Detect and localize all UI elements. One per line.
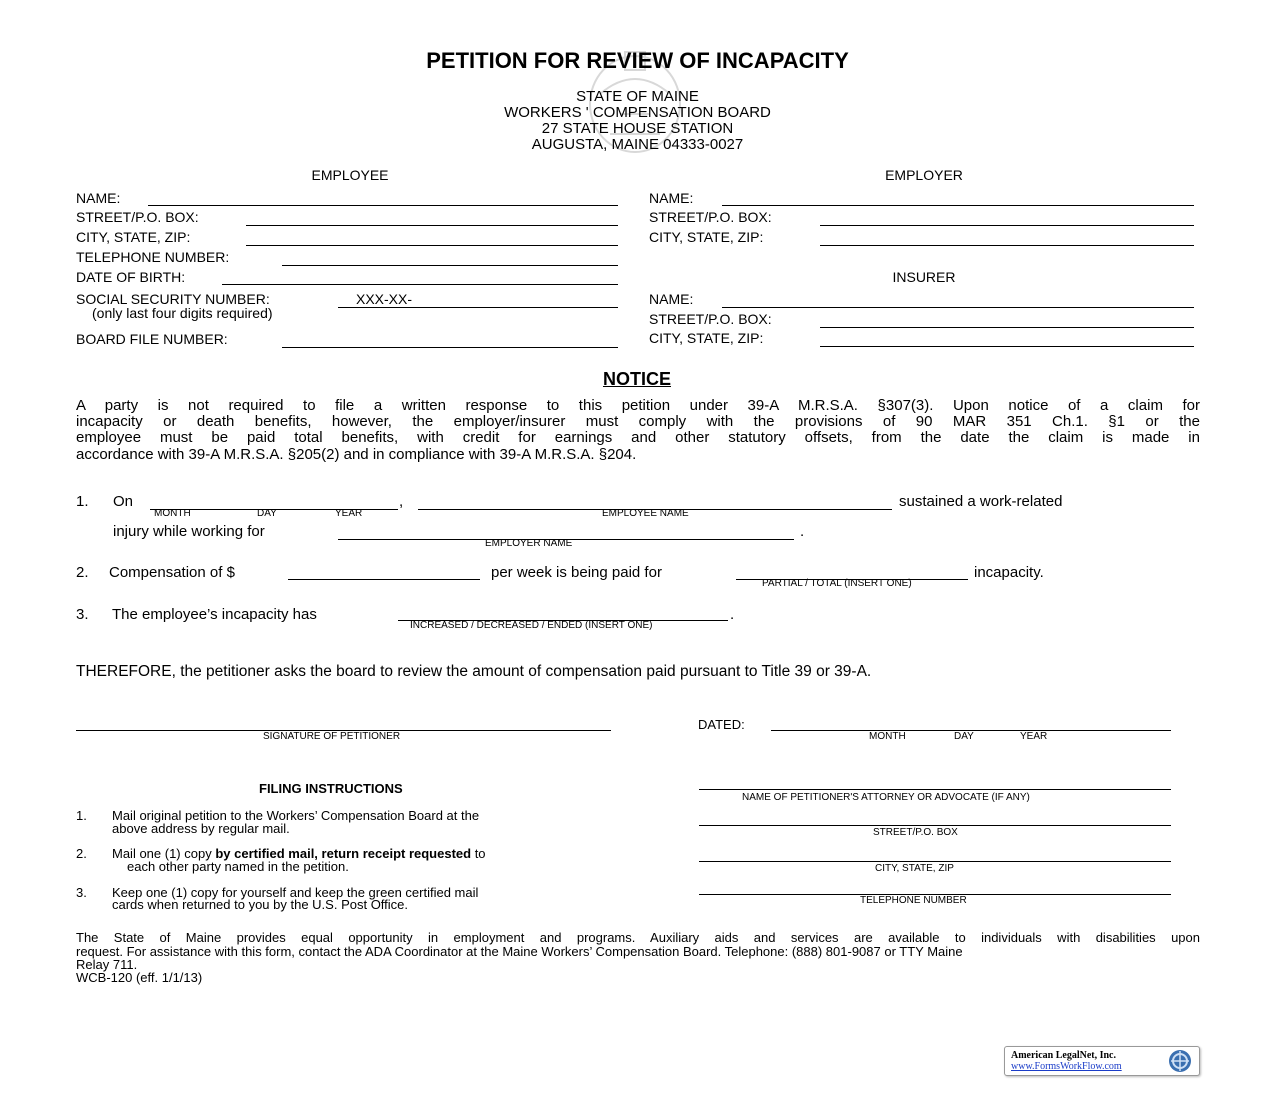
notice-heading: NOTICE (602, 369, 671, 389)
employer-city-field[interactable] (820, 245, 1194, 246)
insurer-name-label: NAME: (649, 291, 694, 307)
employee-heading: EMPLOYEE (311, 167, 389, 183)
filing-item-1-line-1: Mail original petition to the Workers’ Compensation Board at the (112, 808, 480, 823)
filing-item-3-line-1: Keep one (1) copy for yourself and keep the green certified mail (112, 885, 479, 900)
dated-label: DATED: (698, 717, 745, 732)
legalnet-url[interactable]: www.FormsWorkFlow.com (1011, 1061, 1122, 1072)
footer-line-3: Relay 711. (76, 957, 138, 972)
item3-text: The employee’s incapacity has (112, 606, 317, 623)
employee-board-file-label: BOARD FILE NUMBER: (76, 331, 228, 347)
item1-period: . (800, 523, 805, 540)
attorney-name-caption: NAME OF PETITIONER'S ATTORNEY OR ADVOCATE (IF ANY) (742, 792, 1030, 803)
filing-item-1-line-2: above address by regular mail. (112, 821, 290, 836)
filing-item-2-text-c: to (471, 846, 486, 861)
insurer-city-label: CITY, STATE, ZIP: (649, 330, 764, 346)
employer-city-label: CITY, STATE, ZIP: (649, 229, 764, 245)
insurer-street-field[interactable] (820, 327, 1194, 328)
filing-item-3-line-2: cards when returned to you by the U.S. Post Office. (112, 897, 409, 912)
legalnet-company: American LegalNet, Inc. (1011, 1050, 1116, 1061)
notice-line-1: A party is not required to file a written response to this petition under 39-A M.R.S.A. §307(3). Upon notice of a claim for (76, 398, 1200, 414)
date-day-caption: DAY (257, 508, 277, 519)
employee-dob-label: DATE OF BIRTH: (76, 269, 186, 285)
attorney-street-caption: STREET/P.O. BOX (873, 827, 958, 838)
notice-line-4: accordance with 39-A M.R.S.A. §205(2) and in compliance with 39-A M.R.S.A. §204. (76, 446, 637, 463)
employee-street-field[interactable] (246, 225, 618, 226)
item1-on: On (113, 493, 134, 510)
employee-dob-field[interactable] (222, 284, 618, 285)
attorney-phone-caption: TELEPHONE NUMBER (860, 895, 967, 906)
attorney-street-field[interactable] (699, 825, 1171, 826)
insurer-city-field[interactable] (820, 346, 1194, 347)
notice-line-2: incapacity or death benefits, however, the employer/insurer must comply with the provisions of 90 MAR 351 Ch.1. §1 or the (76, 414, 1200, 430)
notice-line-3: employee must be paid total benefits, with credit for earnings and other statutory offsets, from the date the claim is made in (76, 430, 1200, 446)
employer-street-label: STREET/P.O. BOX: (649, 209, 772, 225)
weekly-compensation-field[interactable] (288, 579, 480, 580)
item2-per-week: per week is being paid for (491, 564, 662, 581)
date-month-caption: MONTH (154, 508, 191, 519)
employer-name-label: NAME: (649, 190, 694, 206)
insurer-street-label: STREET/P.O. BOX: (649, 311, 772, 327)
employee-ssn-label: SOCIAL SECURITY NUMBER: (76, 291, 270, 307)
employee-name-caption: EMPLOYEE NAME (602, 508, 689, 519)
globe-icon (1165, 1048, 1195, 1074)
item3-period: . (730, 606, 735, 623)
employer-heading: EMPLOYER (885, 167, 963, 183)
employee-name-field[interactable] (148, 205, 618, 206)
employer-street-field[interactable] (820, 225, 1194, 226)
item2-number: 2. (76, 564, 89, 581)
item3-number: 3. (76, 606, 89, 623)
insurer-name-field[interactable] (722, 307, 1194, 308)
filing-item-2-text-bold: by certified mail, return receipt requested (215, 846, 472, 861)
dated-day-caption: DAY (954, 731, 974, 742)
address-line-1: STATE OF MAINE (576, 88, 699, 105)
therefore-statement: THEREFORE, the petitioner asks the board to review the amount of compensation paid pursuant to Title 39 or 39-A. (76, 663, 872, 680)
partial-total-caption: PARTIAL / TOTAL (INSERT ONE) (762, 578, 912, 589)
dated-year-caption: YEAR (1020, 731, 1048, 742)
filing-item-3-number: 3. (76, 885, 87, 900)
employee-board-file-field[interactable] (282, 347, 618, 348)
incapacity-change-caption: INCREASED / DECREASED / ENDED (INSERT ONE) (410, 620, 653, 631)
filing-item-1-number: 1. (76, 808, 87, 823)
attorney-name-field[interactable] (699, 789, 1171, 790)
filing-item-2-line-2: each other party named in the petition. (127, 859, 349, 874)
filing-item-2-text-a: Mail one (1) copy (112, 846, 216, 861)
address-line-4: AUGUSTA, MAINE 04333-0027 (531, 136, 744, 153)
employee-city-label: CITY, STATE, ZIP: (76, 229, 191, 245)
employee-ssn-field[interactable] (338, 307, 618, 308)
employee-street-label: STREET/P.O. BOX: (76, 209, 199, 225)
footer-line-1: The State of Maine provides equal opportunity in employment and programs. Auxiliary aids and services are available to individuals with disabilities upon (76, 931, 1200, 945)
attorney-city-field[interactable] (699, 861, 1171, 862)
insurer-heading: INSURER (892, 269, 956, 285)
item1-comma: , (399, 493, 404, 510)
form-id: WCB-120 (eff. 1/1/13) (76, 970, 203, 985)
attorney-city-caption: CITY, STATE, ZIP (875, 863, 954, 874)
legalnet-badge[interactable] (1004, 1046, 1200, 1076)
filing-item-2-number: 2. (76, 846, 87, 861)
item2-incapacity: incapacity. (974, 564, 1044, 581)
employee-name-label: NAME: (76, 190, 121, 206)
employer-name-caption: EMPLOYER NAME (485, 538, 573, 549)
employee-phone-field[interactable] (282, 265, 618, 266)
employee-phone-label: TELEPHONE NUMBER: (76, 249, 230, 265)
item1-number: 1. (76, 493, 89, 510)
form-title: PETITION FOR REVIEW OF INCAPACITY (426, 48, 849, 73)
signature-caption: SIGNATURE OF PETITIONER (263, 731, 401, 742)
employee-ssn-value: XXX-XX- (356, 291, 413, 307)
item1-sustained: sustained a work-related (899, 493, 1063, 510)
employer-name-field[interactable] (722, 205, 1194, 206)
address-line-2: WORKERS ' COMPENSATION BOARD (504, 104, 771, 121)
employee-city-field[interactable] (246, 245, 618, 246)
item1-injury-text: injury while working for (113, 523, 265, 540)
item2-compensation: Compensation of $ (109, 564, 235, 581)
dated-month-caption: MONTH (869, 731, 906, 742)
address-line-3: 27 STATE HOUSE STATION (541, 120, 734, 137)
filing-instructions-heading: FILING INSTRUCTIONS (259, 781, 403, 796)
date-year-caption: YEAR (335, 508, 363, 519)
employee-ssn-note: (only last four digits required) (92, 305, 273, 321)
footer-line-2: request. For assistance with this form, contact the ADA Coordinator at the Maine Workers’ Compensation Board. Telephone: (888) 801-9087 or TTY Maine (76, 944, 963, 959)
